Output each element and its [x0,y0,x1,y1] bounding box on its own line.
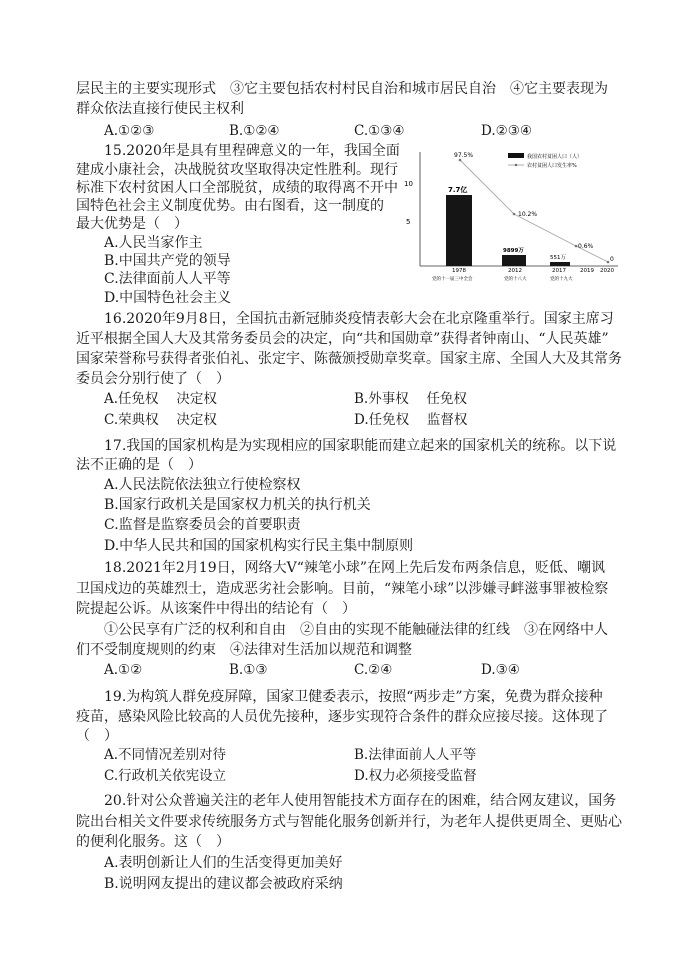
text-line: D.中华人民共和国的国家机构实行民主集中制原则 [104,538,414,554]
x-note-2012: 党的十八大 [504,277,527,282]
bar-2012 [502,255,526,266]
answer-option: C.②④ [354,662,393,678]
answer-option: B.法律面前人人平等 [354,747,477,763]
text-line: B.中国共产党的领导 [104,253,231,269]
text-line: 群众依法直接行使民主权利 [76,101,244,117]
bar-2017 [550,262,570,266]
text-line: A.人民法院依法独立行使检察权 [104,477,301,493]
text-line: 16.2020年9月8日，全国抗击新冠肺炎疫情表彰大会在北京隆重举行。国家主席习 [104,311,614,327]
answer-option: D.权力必须接受监督 [354,768,477,784]
text-line: 国特色社会主义制度优势。由右图看，这一制度的 [76,198,384,214]
text-line: 18.2021年2月19日，网络大V“辣笔小球”在网上先后发布两条信息，贬低、嘲讽 [104,560,606,576]
text-line: 卫国戍边的英雄烈士，造成恶劣社会影响。目前，“辣笔小球”以涉嫌寻衅滋事罪被检察 [76,581,609,597]
x-note-1978: 党的十一届三中全会 [432,277,473,282]
bar-label-2012: 9899万 [503,248,524,254]
text-line: 国家荣誉称号获得者张伯礼、张定宇、陈薇颁授勋章奖章。国家主席、全国人大及其常务 [76,351,622,367]
answer-option: A.①② [104,662,143,678]
rate-label-1978: 97.5% [454,152,474,159]
text-line: 15.2020年是具有里程碑意义的一年，我国全面 [104,143,400,159]
rate-label-2020: 0 [610,256,614,263]
legend-line-label: 农村贫困人口发生率% [527,163,577,169]
text-line: 标准下农村贫困人口全部脱贫，成绩的取得离不开中 [76,180,398,196]
answer-option: D.③④ [481,662,520,678]
y-tick-10: 10 [404,180,413,188]
legend-bar-label: 我国农村贫困人口（人） [527,154,583,160]
rate-label-2012: 10.2% [518,211,538,218]
text-line: B.国家行政机关是国家权力机关的执行机关 [104,497,371,513]
answer-option: D.②③④ [481,123,532,139]
x-label-2017: 2017 [552,268,566,274]
bar-1978 [446,195,472,266]
text-line: 近平根据全国人大及其常务委员会的决定，向“共和国勋章”获得者钟南山、“人民英雄” [76,331,609,347]
text-line: 院出台相关文件要求传统服务方式与智能化服务创新并行，为老年人提供更周全、更贴心 [76,814,622,830]
text-line: 19.为构筑人群免疫屏障，国家卫健委表示，按照“两步走”方案，免费为群众接种 [104,689,603,705]
y-tick-5: 5 [406,218,411,226]
text-line: 建成小康社会，决战脱贫攻坚取得决定性胜利。现行 [76,162,398,178]
rate-point-2020 [607,261,610,264]
text-line: 法不正确的是（ ） [76,457,202,473]
answer-option: C.行政机关依宪设立 [104,768,227,784]
text-line: 疫苗，感染风险比较高的人员优先接种，逐步实现符合条件的群众应接尽接。这体现了 [76,709,608,725]
text-line: 17.我国的国家机构是为实现相应的国家职能而建立起来的国家机关的统称。以下说 [104,438,617,454]
text-line: 20.针对公众普遍关注的老年人使用智能技术方面存在的困难，结合网友建议，国务 [104,793,617,809]
legend-bar-swatch [508,153,524,158]
text-line: ①公民享有广泛的权利和自由 ②自由的实现不能触碰法律的红线 ③在网络中人 [104,622,608,638]
answer-option: B.外事权 任免权 [354,391,468,407]
rate-point-2012 [513,213,516,216]
x-note-2017: 党的十九大 [550,277,573,282]
bar-label-2017: 551万 [550,255,566,261]
text-line: 最大优势是（ ） [76,216,188,232]
text-line: 的便利化服务。这（ ） [76,834,230,850]
text-line: A.表明创新让人们的生活变得更加美好 [104,855,343,871]
text-line: C.法律面前人人平等 [104,271,231,287]
text-line: 们不受制度规则的约束 ④法律对生活加以规范和调整 [76,642,412,658]
x-label-2012: 2012 [508,268,522,274]
answer-option: B.①③ [229,662,268,678]
text-line: D.中国特色社会主义 [104,290,232,306]
text-line: 层民主的主要实现形式 ③它主要包括农村村民自治和城市居民自治 ④它主要表现为 [76,81,608,97]
answer-option: A.①②③ [104,123,155,139]
x-label-2019: 2019 [580,268,594,274]
answer-option: A.不同情况差别对待 [104,747,227,763]
x-label-2020: 2020 [600,268,614,274]
answer-option: D.任免权 监督权 [354,412,468,428]
text-line: B.说明网友提出的建议都会被政府采纳 [104,876,343,892]
x-label-1978: 1978 [452,268,466,274]
rate-point-2019 [575,245,578,248]
bar-label-1978: 7.7亿 [448,186,468,194]
text-line: 委员会分别行使了（ ） [76,371,230,387]
answer-option: C.荣典权 决定权 [104,412,217,428]
rate-point-1978 [459,159,462,162]
poverty-chart [400,148,622,284]
text-line: 院提起公诉。从该案件中得出的结论有（ ） [76,601,356,617]
text-line: A.人民当家作主 [104,235,203,251]
answer-option: C.①③④ [354,123,405,139]
answer-option: B.①②④ [229,123,280,139]
text-line: C.监督是监察委员会的首要职责 [104,517,301,533]
rate-label-2019: 0.6% [578,243,594,250]
legend-line-marker [515,164,517,166]
answer-option: A.任免权 决定权 [104,391,217,407]
text-line: （ ） [76,728,118,744]
